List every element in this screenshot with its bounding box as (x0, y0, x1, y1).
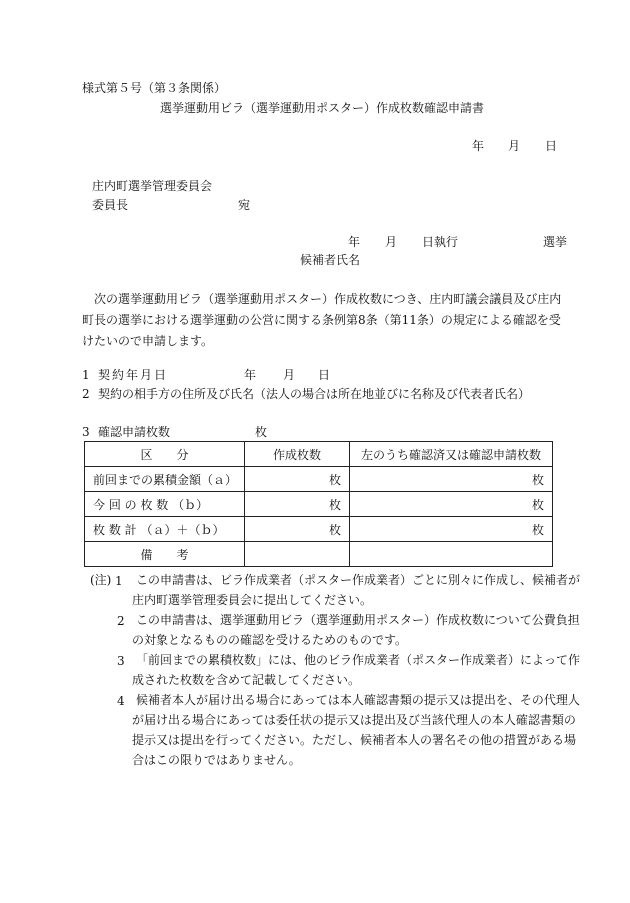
election-day-held: 日執行 (422, 235, 459, 249)
addressee-honorific: 宛 (238, 198, 251, 212)
election-name: 選挙 (543, 235, 568, 249)
addressee-org: 庄内町選挙管理委員会 (92, 179, 213, 193)
header-confirmed-count: 左のうち確認済又は確認申請枚数 (350, 442, 553, 467)
note-number: 2 (117, 614, 125, 628)
row-created-count: 枚 (245, 517, 350, 542)
note-text: 候補者本人が届け出る場合にあっては本人確認書類の提示又は提出を、その代理人が届け出る場合にあっては委任状の提示又は提出及び当該代理人の本人確認書類の提示又は提出を行ってください。ただし、候補者本人の署名その他の措置がある場合はこの限りではありません。 (132, 693, 580, 767)
row-created-count: 枚 (245, 467, 350, 492)
date-month: 月 (508, 139, 521, 153)
item1-number: 1 (82, 368, 90, 382)
note-number: 4 (117, 694, 125, 708)
addressee-chair: 委員長 (92, 198, 129, 212)
row-label: 今 回 の 枚 数 （ｂ） (85, 492, 245, 517)
note-number: 3 (117, 654, 125, 668)
notes-prefix: (注) (90, 573, 112, 587)
item2-label: 契約の相手方の住所及び氏名（法人の場合は所在地並びに名称及び代表者氏名） (98, 387, 531, 401)
item2-number: 2 (82, 387, 90, 401)
row-confirmed-count: 枚 (350, 517, 553, 542)
item1-month: 月 (283, 368, 296, 382)
row-confirmed-count: 枚 (350, 467, 553, 492)
item1-day: 日 (318, 368, 331, 382)
document-title: 選挙運動用ビラ（選挙運動用ポスター）作成枚数確認申請書 (160, 101, 485, 115)
table-row (85, 492, 553, 517)
row-confirmed-count: 枚 (350, 492, 553, 517)
row-label: 枚 数 計 （ａ）＋（ｂ） (85, 517, 245, 542)
row-created-count: 枚 (245, 492, 350, 517)
item3-label: 確認申請枚数 (98, 425, 171, 439)
item3-unit: 枚 (255, 425, 268, 439)
form-label: 様式第５号（第３条関係） (82, 81, 227, 95)
election-year: 年 (348, 235, 361, 249)
table-row (85, 542, 553, 567)
header-category: 区 分 (85, 442, 245, 467)
candidate-label: 候補者氏名 (300, 253, 361, 267)
election-month: 月 (385, 235, 398, 249)
date-year: 年 (472, 139, 485, 153)
note-text: 「前回までの累積枚数」には、他のビラ作成業者（ポスター作成業者）によって作成された枚数を含めて記載してください。 (132, 653, 581, 687)
table-row (85, 467, 553, 492)
confirmation-table (84, 441, 553, 567)
note-text: この申請書は、ビラ作成業者（ポスター作成業者）ごとに別々に作成し、候補者が庄内町選挙管理委員会に提出してください。 (132, 573, 581, 607)
header-created-count: 作成枚数 (245, 442, 350, 467)
item3-number: 3 (82, 425, 90, 439)
table-row (85, 517, 553, 542)
row-label: 備 考 (85, 542, 245, 567)
date-day: 日 (545, 139, 558, 153)
row-label: 前回までの累積金額（ａ） (85, 467, 245, 492)
item1-year: 年 (244, 368, 257, 382)
row-created-count (245, 542, 350, 567)
intro-paragraph: 次の選挙運動用ビラ（選挙運動用ポスター）作成枚数につき、庄内町議会議員及び庄内町長の選挙における選挙運動の公営に関する条例第8条（第11条）の規定による確認を受けたいので申請します。 (82, 292, 562, 348)
note-text: この申請書は、選挙運動用ビラ（選挙運動用ポスター）作成枚数について公費負担の対象となるものの確認を受けるためのものです。 (132, 613, 580, 647)
row-confirmed-count (350, 542, 553, 567)
item1-label: 契約年月日 (98, 368, 169, 382)
note-number: 1 (115, 574, 123, 588)
table-header-row (85, 442, 553, 467)
